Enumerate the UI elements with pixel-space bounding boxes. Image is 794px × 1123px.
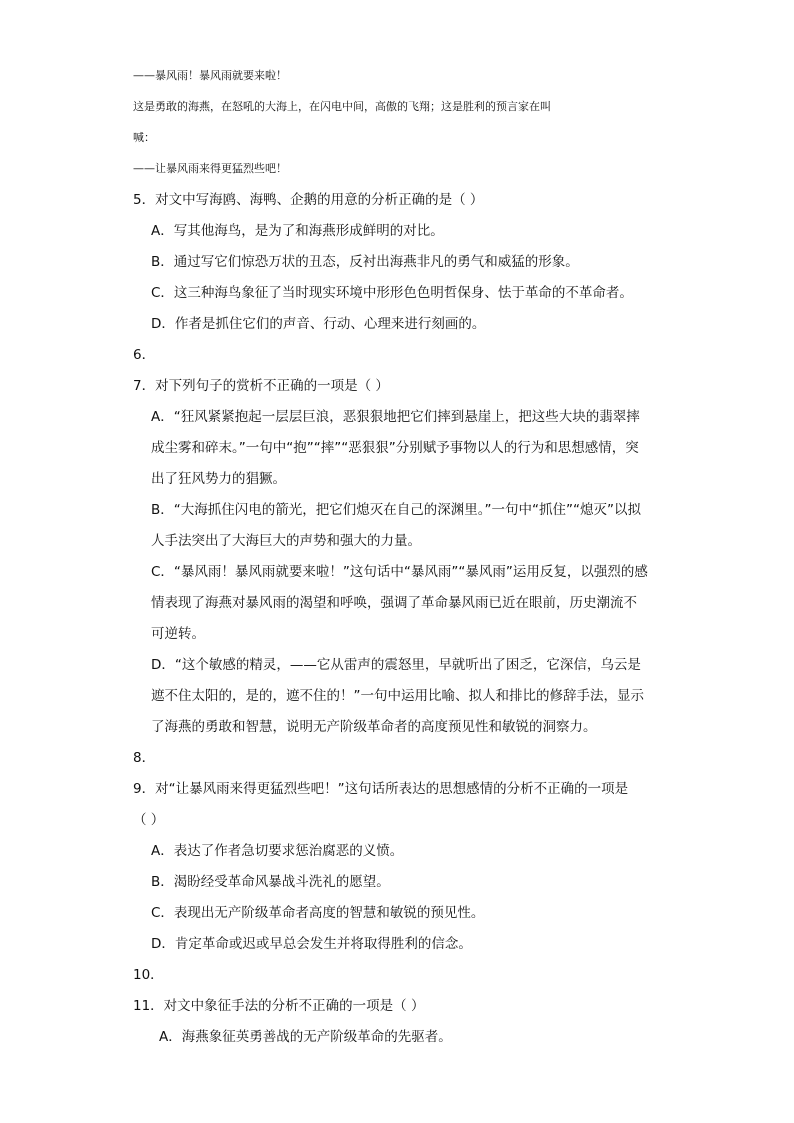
- question-7-line: B．“大海抓住闪电的箭光，把它们熄灭在自己的深渊里。”一句中“抓住”“熄灭”以拟: [151, 502, 641, 518]
- question-5-option-c: C．这三种海鸟象征了当时现实环境中形形色色明哲保身、怯于革命的不革命者。: [151, 285, 633, 301]
- question-7-line: 情表现了海燕对暴风雨的渴望和呼唤，强调了革命暴风雨已近在眼前，历史潮流不: [151, 595, 637, 611]
- question-5-option-a: A．写其他海鸟，是为了和海燕形成鲜明的对比。: [151, 223, 444, 239]
- question-7-line: 成尘雾和碎末。”一句中“抱”“摔”“恶狠狠”分别赋予事物以人的行为和思想感情，突: [151, 440, 639, 456]
- question-9-option-c: C．表现出无产阶级革命者高度的智慧和敏锐的预见性。: [151, 905, 485, 921]
- question-9-option-d: D．肯定革命或迟或早总会发生并将取得胜利的信念。: [151, 936, 472, 952]
- question-9-stem: 9．对“让暴风雨来得更猛烈些吧！”这句话所表达的思想感情的分析不正确的一项是: [133, 781, 629, 797]
- question-7-line: 人手法突出了大海巨大的声势和强大的力量。: [151, 533, 421, 549]
- question-9-option-b: B．渴盼经受革命风暴战斗洗礼的愿望。: [151, 874, 390, 890]
- question-9-stem-paren: （ ）: [133, 812, 165, 828]
- passage-line: 这是勇敢的海燕，在怒吼的大海上，在闪电中间，高傲的飞翔；这是胜利的预言家在叫: [133, 100, 551, 113]
- question-7-line: D．“这个敏感的精灵，——它从雷声的震怒里，早就听出了困乏，它深信，乌云是: [151, 657, 641, 673]
- passage-line: 喊：: [133, 131, 155, 144]
- question-7-stem: 7．对下列句子的赏析不正确的一项是（ ）: [133, 378, 389, 394]
- question-5-stem: 5．对文中写海鸥、海鸭、企鹅的用意的分析正确的是（ ）: [133, 192, 484, 208]
- question-7-line: A．“狂风紧紧抱起一层层巨浪，恶狠狠地把它们摔到悬崖上，把这些大块的翡翠摔: [151, 409, 640, 425]
- question-11-stem: 11．对文中象征手法的分析不正确的一项是（ ）: [133, 998, 425, 1014]
- question-7-line: C．“暴风雨！暴风雨就要来啦！”这句话中“暴风雨”“暴风雨”运用反复，以强烈的感: [151, 564, 648, 580]
- question-10-number: 10．: [133, 967, 164, 983]
- question-5-option-b: B．通过写它们惊恐万状的丑态，反衬出海燕非凡的勇气和威猛的形象。: [151, 254, 579, 270]
- question-7-line: 了海燕的勇敢和智慧，说明无产阶级革命者的高度预见性和敏锐的洞察力。: [151, 719, 597, 735]
- question-7-line: 可逆转。: [151, 626, 205, 642]
- question-11-option-a: A．海燕象征英勇善战的无产阶级革命的先驱者。: [159, 1029, 452, 1045]
- question-8-number: 8．: [133, 750, 156, 766]
- passage-line: ——暴风雨！暴风雨就要来啦！: [133, 69, 287, 82]
- question-6-number: 6．: [133, 347, 156, 363]
- question-7-line: 出了狂风势力的猖獗。: [151, 471, 286, 487]
- question-7-line: 遮不住太阳的，是的，遮不住的！”一句中运用比喻、拟人和排比的修辞手法，显示: [151, 688, 644, 704]
- passage-line: ——让暴风雨来得更猛烈些吧！: [133, 162, 287, 175]
- question-9-option-a: A．表达了作者急切要求惩治腐恶的义愤。: [151, 843, 404, 859]
- question-5-option-d: D．作者是抓住它们的声音、行动、心理来进行刻画的。: [151, 316, 486, 332]
